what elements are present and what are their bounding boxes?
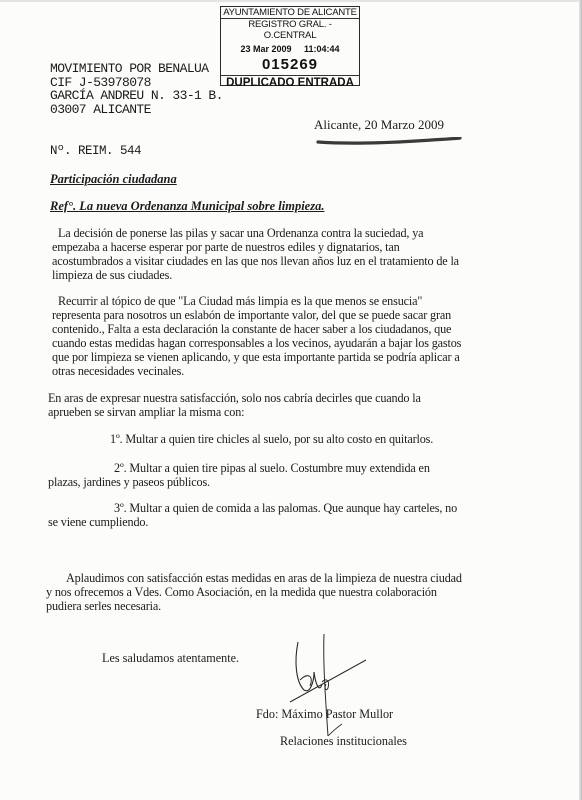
text-line: contenido., Falta a esta declaración la constante de hacer saber a los ciudadanos, que [52, 322, 452, 336]
sender-line: GARCÍA ANDREU N. 33-1 B. [50, 88, 223, 103]
text-line: 1º. Multar a quien tire chicles al suelo, por su alto costo en quitarlos. [110, 432, 434, 446]
text-line: 3º. Multar a quien de comida a las palomas. Que aunque hay carteles, no [114, 501, 458, 515]
text-line: 2º. Multar a quien tire pipas al suelo. Costumbre muy extendida en [114, 461, 430, 475]
text-line: cuando estas medidas hagan corresponsables a los vecinos, ayudarán a bajar los gastos [52, 336, 462, 350]
stamp-institution: AYUNTAMIENTO DE ALICANTE [221, 8, 359, 19]
paragraph-3 [48, 391, 421, 419]
signer-name: Fdo: Máximo Pastor Mullor [256, 707, 394, 721]
subject-heading: Participación ciudadana [50, 172, 177, 186]
page-top-edge [0, 0, 582, 2]
text-line: Aplaudimos con satisfacción estas medidas en aras de la limpieza de nuestra ciudad [66, 571, 462, 585]
text-line: y nos ofrecemos a Vdes. Como Asociación, en la medida que nuestra colaboración [46, 585, 437, 599]
paragraph-2 [52, 294, 461, 378]
text-line: otras necesidades vecinales. [52, 364, 185, 378]
stamp-label: DUPLICADO ENTRADA [221, 75, 359, 90]
list-item-1 [110, 432, 433, 446]
stamp-datetime: 23 Mar 2009 11:04:44 [240, 44, 340, 54]
closing-salutation: Les saludamos atentamente. [102, 651, 240, 665]
text-line: aprueben se sirvan ampliar la misma con: [48, 405, 245, 419]
sender-line: 03007 ALICANTE [50, 101, 151, 117]
stamp-number: 015269 [261, 56, 319, 73]
ink-underline-mark [316, 137, 462, 145]
list-item-3 [48, 501, 457, 529]
text-line: acostumbrados a visitar ciudades en las que nos llevan años luz en el tratamiento de la [52, 254, 459, 268]
letter-date: Alicante, 20 Marzo 2009 [314, 117, 444, 132]
text-line: empezaba a hacerse esperar por parte de nuestros ediles y dignatarios, tan [52, 240, 400, 254]
text-line: limpieza de sus ciudades. [52, 268, 173, 282]
text-line: se viene cumpliendo. [48, 515, 149, 529]
text-line: pudiera serles necesaria. [46, 599, 162, 613]
signer-role: Relaciones institucionales [280, 734, 407, 748]
text-line: representa para nosotros un eslabón de importante valor, del que se puede sacar gran [52, 308, 452, 322]
stamp-registry: REGISTRO GRAL. - O.CENTRAL [248, 19, 332, 41]
text-line: plazas, jardines y paseos públicos. [48, 475, 210, 489]
text-line: En aras de expresar nuestra satisfacción, solo nos cabría decirles que cuando la [48, 391, 421, 405]
reference-title: Ref°. La nueva Ordenanza Municipal sobre limpieza. [50, 199, 325, 213]
reference-number: Nº. REIM. 544 [50, 144, 142, 158]
sender-line: CIF J-53978078 [50, 74, 151, 90]
text-line: La decisión de ponerse las pilas y sacar una Ordenanza contra la suciedad, ya [58, 226, 424, 240]
sender-line: MOVIMIENTO POR BENALUA [50, 61, 209, 76]
registry-stamp [220, 6, 360, 89]
handwritten-signature [284, 632, 384, 742]
list-item-2 [48, 461, 430, 489]
sender-address [50, 62, 223, 116]
text-line: que por limpieza se vienen aplicando, y que esta importante partida se podría aplicar a [52, 350, 460, 364]
text-line: Recurrir al tópico de que "La Ciudad más limpia es la que menos se ensucia" [58, 294, 423, 308]
paragraph-1 [52, 226, 459, 282]
paragraph-4 [46, 571, 462, 613]
